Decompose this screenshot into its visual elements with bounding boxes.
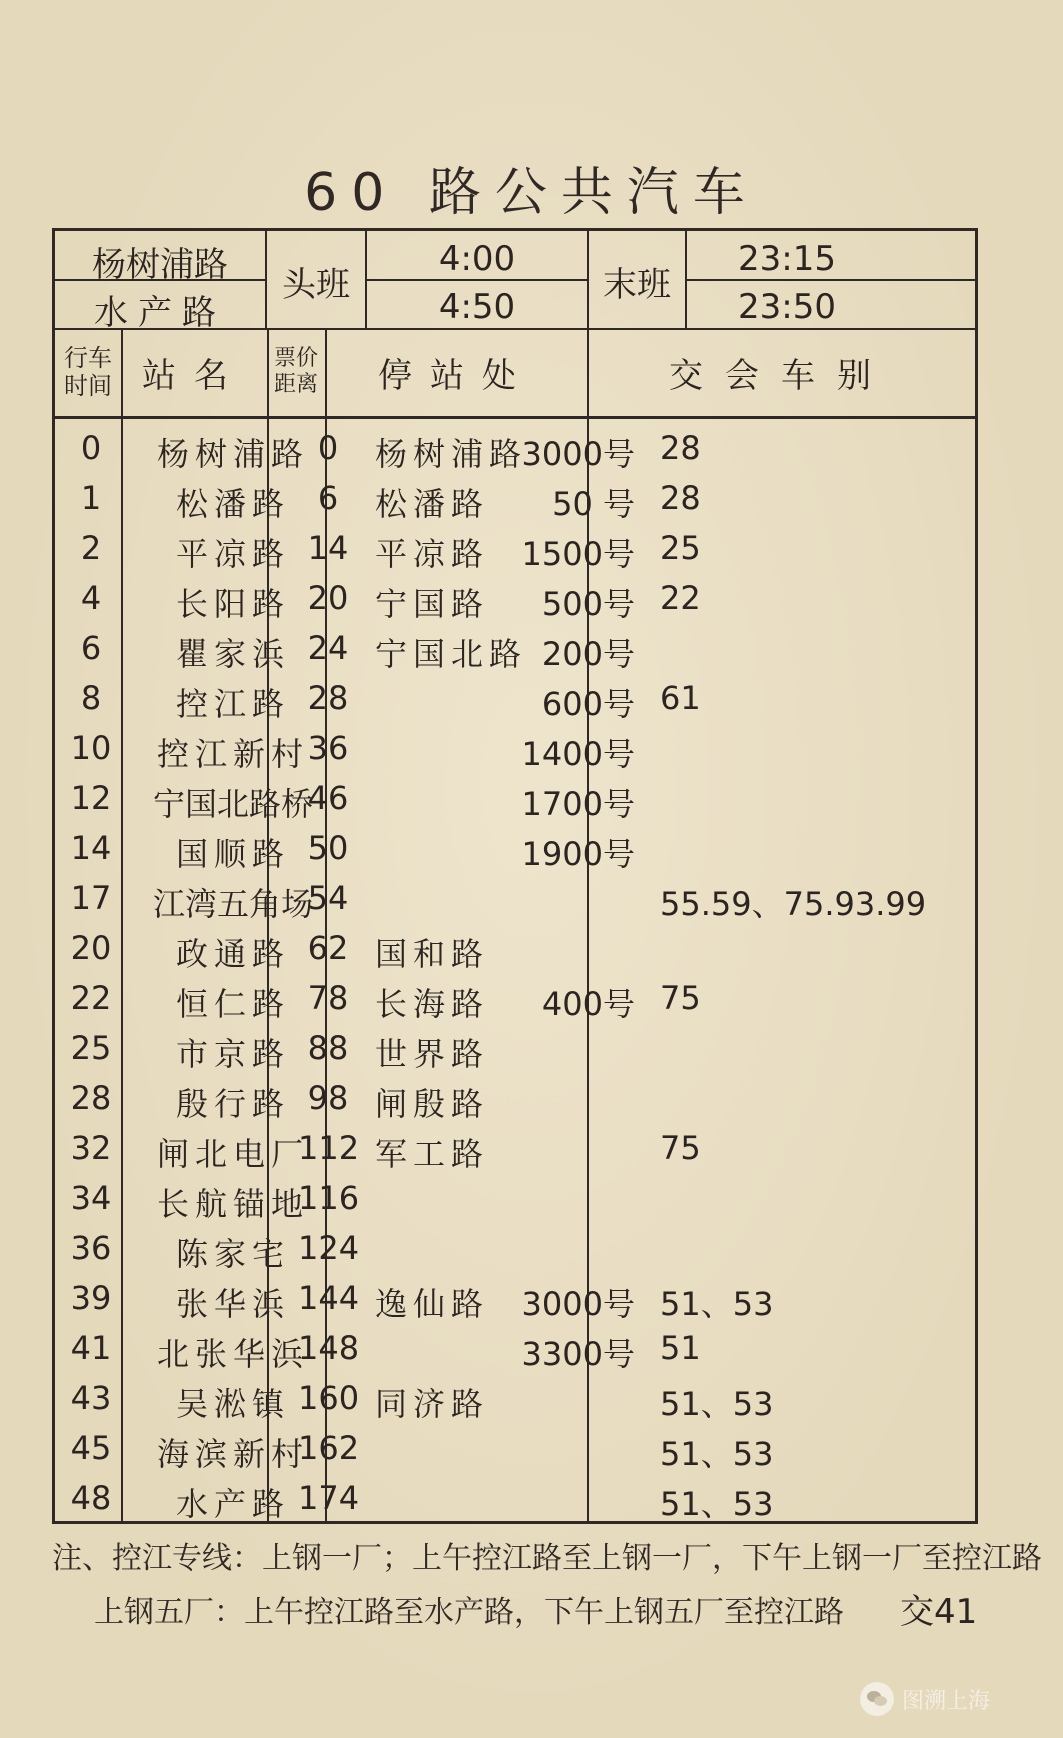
cell-time: 43 xyxy=(70,1379,112,1417)
table-row xyxy=(55,1323,975,1373)
cell-stop-number: 500号 xyxy=(541,585,635,623)
cell-time: 45 xyxy=(70,1429,112,1467)
table-row xyxy=(55,1123,975,1173)
table-row xyxy=(55,723,975,773)
table-row xyxy=(55,1423,975,1473)
cell-station-name: 市京路 xyxy=(175,1035,290,1073)
cell-stop-location: 逸仙路 xyxy=(375,1285,490,1323)
watermark-text: 图溯上海 xyxy=(902,1688,991,1714)
cell-fare-distance: 36 xyxy=(307,729,349,767)
cell-station-name: 控江新村 xyxy=(156,735,309,773)
cell-fare-distance: 144 xyxy=(298,1279,360,1317)
table-row xyxy=(55,1273,975,1323)
cell-fare-distance: 0 xyxy=(317,429,339,467)
cell-time: 0 xyxy=(80,429,102,467)
cell-time: 32 xyxy=(70,1129,112,1167)
cell-time: 2 xyxy=(80,529,102,567)
cell-transfer-routes: 51、53 xyxy=(660,1285,774,1323)
divider xyxy=(367,279,587,281)
cell-fare-distance: 112 xyxy=(298,1129,360,1167)
footnote-line-2: 上钢五厂：上午控江路至水产路，下午上钢五厂至控江路 xyxy=(94,1595,844,1630)
cell-stop-number: 1700号 xyxy=(521,785,635,823)
cell-fare-distance: 162 xyxy=(298,1429,360,1467)
cell-time: 20 xyxy=(70,929,112,967)
cell-station-name: 张华浜 xyxy=(175,1285,290,1323)
cell-time: 28 xyxy=(70,1079,112,1117)
cell-station-name: 长阳路 xyxy=(175,585,290,623)
cell-stop-number: 1400号 xyxy=(521,735,635,773)
cell-time: 48 xyxy=(70,1479,112,1517)
first-bus-label: 头班 xyxy=(282,265,350,305)
table-row xyxy=(55,623,975,673)
cell-station-name: 江湾五角场 xyxy=(152,885,313,923)
cell-time: 10 xyxy=(70,729,112,767)
cell-stop-location: 松潘路 xyxy=(375,485,490,523)
cell-fare-distance: 148 xyxy=(298,1329,360,1367)
table-row xyxy=(55,923,975,973)
last-bus-label: 末班 xyxy=(603,265,671,305)
cell-fare-distance: 28 xyxy=(307,679,349,717)
cell-stop-number: 3000号 xyxy=(521,435,635,473)
cell-transfer-routes: 25 xyxy=(660,529,701,567)
terminal-a: 杨树浦路 xyxy=(92,245,228,285)
table-row xyxy=(55,1223,975,1273)
cell-station-name: 宁国北路桥 xyxy=(152,785,313,823)
cell-stop-location: 宁国路 xyxy=(375,585,490,623)
cell-time: 25 xyxy=(70,1029,112,1067)
cell-fare-distance: 20 xyxy=(307,579,349,617)
cell-fare-distance: 24 xyxy=(307,629,349,667)
cell-fare-distance: 6 xyxy=(317,479,339,517)
cell-stop-location: 闸殷路 xyxy=(375,1085,490,1123)
cell-station-name: 控江路 xyxy=(175,685,290,723)
table-row xyxy=(55,1473,975,1523)
cell-time: 4 xyxy=(80,579,102,617)
cell-station-name: 水产路 xyxy=(175,1485,290,1523)
cell-station-name: 长航锚地 xyxy=(156,1185,309,1223)
cell-station-name: 恒仁路 xyxy=(175,985,290,1023)
cell-time: 8 xyxy=(80,679,102,717)
divider xyxy=(365,231,367,328)
cell-time: 6 xyxy=(80,629,102,667)
cell-transfer-routes: 75 xyxy=(660,1129,701,1167)
table-row xyxy=(55,973,975,1023)
cell-transfer-routes: 28 xyxy=(660,429,701,467)
cell-transfer-routes: 51、53 xyxy=(660,1435,774,1473)
cell-fare-distance: 62 xyxy=(307,929,349,967)
cell-time: 14 xyxy=(70,829,112,867)
col-name: 站名 xyxy=(142,355,246,396)
cell-stop-number: 3000号 xyxy=(521,1285,635,1323)
col-stop: 停站处 xyxy=(378,355,534,396)
cell-station-name: 平凉路 xyxy=(175,535,290,573)
page-title: 60 路公共汽车 xyxy=(304,163,759,223)
cell-stop-location: 长海路 xyxy=(375,985,490,1023)
table-row xyxy=(55,673,975,723)
table-row xyxy=(55,1373,975,1423)
cell-stop-location: 世界路 xyxy=(375,1035,490,1073)
cell-fare-distance: 174 xyxy=(298,1479,360,1517)
cell-stop-number: 50 号 xyxy=(552,485,635,523)
cell-time: 17 xyxy=(70,879,112,917)
cell-fare-distance: 50 xyxy=(307,829,349,867)
watermark xyxy=(860,1682,990,1716)
cell-transfer-routes: 55.59、75.93.99 xyxy=(660,885,927,923)
cell-time: 22 xyxy=(70,979,112,1017)
divider xyxy=(687,279,975,281)
timetable xyxy=(52,228,978,1524)
cell-stop-location: 平凉路 xyxy=(375,535,490,573)
table-row xyxy=(55,773,975,823)
column-headers xyxy=(55,328,975,419)
cell-station-name: 海滨新村 xyxy=(156,1435,309,1473)
col-transfer: 交会车别 xyxy=(669,355,893,396)
cell-transfer-routes: 22 xyxy=(660,579,701,617)
cell-time: 36 xyxy=(70,1229,112,1267)
divider xyxy=(55,279,265,281)
cell-station-name: 杨树浦路 xyxy=(156,435,309,473)
cell-transfer-routes: 51、53 xyxy=(660,1385,774,1423)
cell-station-name: 松潘路 xyxy=(175,485,290,523)
table-row xyxy=(55,523,975,573)
page-number: 交41 xyxy=(900,1592,978,1632)
cell-stop-location: 军工路 xyxy=(375,1135,490,1173)
wechat-icon xyxy=(860,1682,894,1716)
cell-time: 41 xyxy=(70,1329,112,1367)
cell-stop-number: 600号 xyxy=(541,685,635,723)
last-bus-a: 23:15 xyxy=(738,239,836,279)
table-row xyxy=(55,473,975,523)
cell-stop-number: 400号 xyxy=(541,985,635,1023)
footnote xyxy=(52,1532,1042,1640)
col-fare: 票价距离 xyxy=(273,346,318,397)
cell-station-name: 闸北电厂 xyxy=(156,1135,309,1173)
divider xyxy=(685,231,687,328)
cell-fare-distance: 98 xyxy=(307,1079,349,1117)
terminal-b: 水产路 xyxy=(94,293,226,333)
cell-fare-distance: 160 xyxy=(298,1379,360,1417)
cell-station-name: 北张华浜 xyxy=(156,1335,309,1373)
cell-time: 34 xyxy=(70,1179,112,1217)
col-time: 行车时间 xyxy=(64,344,112,400)
cell-fare-distance: 14 xyxy=(307,529,349,567)
cell-time: 12 xyxy=(70,779,112,817)
cell-stop-location: 同济路 xyxy=(375,1385,490,1423)
first-bus-a: 4:00 xyxy=(438,239,516,279)
cell-stop-location: 宁国北路 xyxy=(375,635,528,673)
cell-transfer-routes: 61 xyxy=(660,679,701,717)
last-bus-b: 23:50 xyxy=(738,287,836,327)
cell-fare-distance: 116 xyxy=(298,1179,360,1217)
first-bus-b: 4:50 xyxy=(438,287,516,327)
table-row xyxy=(55,873,975,923)
cell-stop-number: 3300号 xyxy=(521,1335,635,1373)
cell-transfer-routes: 51、53 xyxy=(660,1485,774,1523)
schedule-header xyxy=(55,231,975,333)
table-row xyxy=(55,1023,975,1073)
cell-transfer-routes: 51 xyxy=(660,1329,701,1367)
table-row xyxy=(55,1173,975,1223)
cell-station-name: 吴淞镇 xyxy=(175,1385,290,1423)
cell-fare-distance: 54 xyxy=(307,879,349,917)
cell-station-name: 国顺路 xyxy=(175,835,290,873)
divider xyxy=(587,231,589,328)
table-row xyxy=(55,573,975,623)
cell-transfer-routes: 75 xyxy=(660,979,701,1017)
cell-transfer-routes: 28 xyxy=(660,479,701,517)
cell-stop-number: 1500号 xyxy=(521,535,635,573)
table-row xyxy=(55,423,975,473)
cell-fare-distance: 78 xyxy=(307,979,349,1017)
cell-stop-number: 1900号 xyxy=(521,835,635,873)
cell-station-name: 陈家宅 xyxy=(175,1235,290,1273)
cell-station-name: 瞿家浜 xyxy=(175,635,290,673)
cell-time: 39 xyxy=(70,1279,112,1317)
cell-stop-location: 杨树浦路 xyxy=(375,435,528,473)
cell-stop-number: 200号 xyxy=(541,635,635,673)
cell-fare-distance: 124 xyxy=(298,1229,360,1267)
table-row xyxy=(55,823,975,873)
footnote-line-1: 注、控江专线：上钢一厂；上午控江路至上钢一厂，下午上钢一厂至控江路 xyxy=(52,1541,1042,1576)
divider xyxy=(265,231,267,328)
cell-station-name: 政通路 xyxy=(175,935,290,973)
cell-fare-distance: 46 xyxy=(307,779,349,817)
cell-station-name: 殷行路 xyxy=(175,1085,290,1123)
cell-stop-location: 国和路 xyxy=(375,935,490,973)
cell-time: 1 xyxy=(80,479,102,517)
cell-fare-distance: 88 xyxy=(307,1029,349,1067)
table-row xyxy=(55,1073,975,1123)
